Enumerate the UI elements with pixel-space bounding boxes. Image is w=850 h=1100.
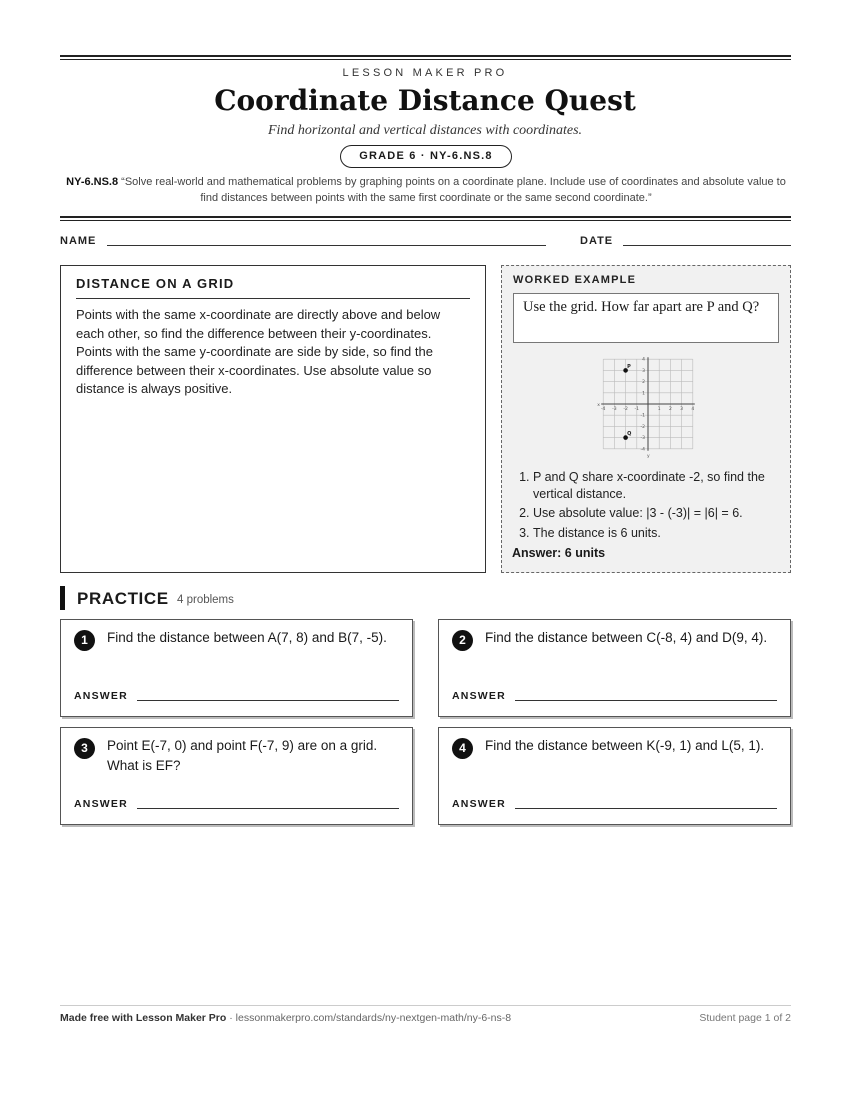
point-label: Q: [627, 431, 632, 438]
standard-code: NY-6.NS.8: [66, 176, 119, 188]
problem-card: [60, 727, 413, 825]
problem-text: Find the distance between A(7, 8) and B(7, -5).: [107, 630, 387, 645]
worksheet-title: Coordinate Distance Quest: [214, 84, 636, 117]
x-tick-label: -4: [600, 407, 606, 412]
grade-badge: GRADE 6 · NY-6.NS.8: [340, 145, 512, 168]
answer-label: ANSWER: [452, 690, 506, 702]
problem-number: 2: [452, 630, 473, 651]
x-tick-label: -3: [612, 407, 617, 412]
problem-text: Find the distance between K(-9, 1) and L(5, 1).: [485, 738, 765, 753]
worked-example-heading: WORKED EXAMPLE: [513, 274, 637, 286]
footer-url[interactable]: · lessonmakerpro.com/standards/ny-nextgen-math/ny-6-ns-8: [226, 1012, 512, 1024]
answer-label: ANSWER: [452, 798, 506, 810]
concept-heading: DISTANCE ON A GRID: [76, 276, 470, 299]
y-tick-label: -4: [640, 447, 645, 453]
step-item: 1. P and Q share x-coordinate -2, so find the vertical distance.: [533, 469, 779, 502]
problem-card: [438, 727, 791, 825]
worked-example-steps: [513, 469, 779, 541]
practice-accent-bar: [60, 586, 65, 610]
practice-count: 4 problems: [177, 594, 234, 606]
problem-number: 4: [452, 738, 473, 759]
x-tick-label: 4: [691, 407, 695, 412]
footer-page-number: Student page 1 of 2: [699, 1012, 791, 1024]
date-label: DATE: [580, 235, 614, 247]
point-label: P: [627, 363, 631, 370]
problem-text: Find the distance between C(-8, 4) and D(9, 4).: [485, 630, 768, 645]
answer-label: ANSWER: [74, 798, 128, 810]
y-tick-label: 1: [642, 391, 645, 397]
name-label: NAME: [60, 235, 97, 247]
answer-field[interactable]: [137, 808, 399, 809]
problem-card: [60, 619, 413, 717]
x-tick-label: 2: [668, 407, 672, 412]
header-top-rule: [60, 55, 791, 60]
y-tick-label: 4: [642, 357, 645, 363]
practice-title: PRACTICE: [77, 589, 169, 608]
worked-example-answer: Answer: 6 units: [512, 546, 606, 560]
x-tick-label: 1: [657, 407, 661, 412]
answer-field[interactable]: [515, 700, 777, 701]
problem-number: 3: [74, 738, 95, 759]
y-tick-label: 2: [642, 380, 645, 386]
answer-field[interactable]: [137, 700, 399, 701]
problem-card: [438, 619, 791, 717]
y-axis-label: y: [647, 453, 650, 459]
date-field[interactable]: [623, 245, 791, 246]
coordinate-grid-svg: [590, 352, 704, 462]
coordinate-grid: [590, 352, 704, 467]
concept-card: [60, 265, 486, 573]
x-axis-label: x: [597, 403, 600, 408]
step-item: 2. Use absolute value: |3 - (-3)| = |6| = 6.: [533, 505, 779, 522]
answer-field[interactable]: [515, 808, 777, 809]
step-item: 3. The distance is 6 units.: [533, 525, 779, 542]
worked-example-question: Use the grid. How far apart are P and Q?: [513, 293, 779, 343]
y-tick-label: -3: [640, 436, 645, 442]
worksheet-subtitle: Find horizontal and vertical distances with coordinates.: [267, 123, 583, 138]
header-bottom-rule: [60, 216, 791, 221]
y-tick-label: -2: [640, 424, 645, 430]
footer-credit: [60, 1012, 511, 1024]
x-tick-label: -2: [623, 407, 628, 412]
footer-rule: [60, 1005, 791, 1006]
problem-text: Point E(-7, 0) and point F(-7, 9) are on a grid. What is EF?: [107, 738, 378, 773]
brand-label: LESSON MAKER PRO: [342, 67, 508, 79]
x-tick-label: 3: [680, 407, 684, 412]
concept-body: Points with the same x-coordinate are directly above and below each other, so find the difference between their y-coordinates. Points with the same y-coordinate are side by side, so find the difference between their x-coordinates. Use absolute value so distance is always positive.: [76, 307, 441, 396]
problem-number: 1: [74, 630, 95, 651]
y-tick-label: -1: [640, 413, 645, 419]
x-tick-label: -1: [634, 407, 640, 412]
standard-text: “Solve real-world and mathematical problems by graphing points on a coordinate plane. Include use of coordinates and absolute value to find distances between points with the same first coordinate or the same second coordinate.”: [121, 176, 786, 204]
name-field[interactable]: [107, 245, 546, 246]
footer-made-with: Made free with Lesson Maker Pro: [60, 1012, 227, 1024]
y-tick-label: 3: [642, 368, 645, 374]
answer-label: ANSWER: [74, 690, 128, 702]
standard-description: [66, 174, 786, 206]
